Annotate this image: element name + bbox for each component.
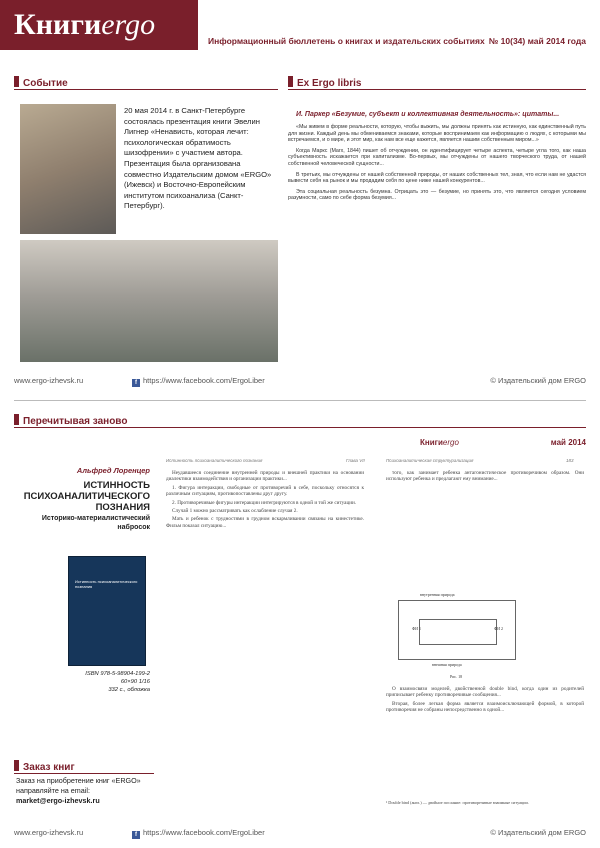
text-paragraph: 2. Противоречивые фигуры интеракции интегрируются в одной и той же ситуации. [172,499,357,506]
left-page-text [166,470,364,818]
book-isbn: ISBN 978-5-98904-199-2 [85,671,150,677]
page2-brand: Книгиergo [420,438,459,447]
exlibris-paragraph: Эта социальная реальность безумна. Отрицать это — безумие, но принять это, что является сегодня условием разумности, само по себе форма безумия... [288,188,586,202]
right-page-text-bottom [386,686,584,794]
footnote: ¹ Double bind (англ.) — двойное послание: противоречивые взаимные ситуации. [386,800,529,805]
text-paragraph: Вторая, более легкая форма является взаимоисключающей формой, в которой противоречия не собраны непосредственно в одной... [386,700,584,714]
book-format: 60×90 1/16 [120,679,150,685]
figure-label-right: ФИ 2 [494,626,504,631]
text-paragraph: 1. Фигура интеракции, свободные от противоречий в себе, поскольку относятся к различным ситуациям, противопоставлены друг другу. [166,484,364,498]
page-header [0,0,600,50]
newsletter-subtitle: Информационный бюллетень о книгах и издательских событиях [208,36,485,46]
facebook-link[interactable]: f https://www.facebook.com/ErgoLiber [132,828,265,839]
site-link[interactable]: www.ergo-izhevsk.ru [14,828,84,837]
right-page-text-top [386,470,584,590]
book-cover [68,556,146,666]
right-page-header: Психоаналитическая структурализация [386,458,474,463]
facebook-link[interactable]: f https://www.facebook.com/ErgoLiber [132,376,265,387]
presentation-photo [20,240,278,362]
publisher: © Издательский дом ERGO [490,828,586,837]
author-photo [20,104,116,234]
publisher: © Издательский дом ERGO [490,376,586,385]
diagram-inner-box [419,619,497,645]
exlibris-paragraph: Когда Маркс (Marx, 1844) пишет об отчуждении, он идентифицирует четыре аспекта, четыре угла того, как наша субъективность искажается при капитализме. Во-первых, мы отчуждены от нашего творческого труда, от нашей собственной человеческой сущности... [288,147,586,167]
facebook-icon: f [132,379,140,387]
text-paragraph: того, как занимает ребенка антагонистическое противоречивом образом. Они используют ребенка и предлагают ему внимание... [386,470,584,483]
exlibris-paragraph: «Мы живем в форме реальности, которую, чтобы выжить, мы должны принять как истинную, как единственный путь для жизни. Каждый день мы обмениваемся знаками, которые воспринимаем как информацию о людях, с которыми мы встречаемся, и о мире, и этот мир, как нам все еще кажется, является нашим собственным миром...» [288,124,586,144]
section-event-title: Событие [14,76,278,90]
text-paragraph: О взаимосвязи моделей, двойственной double bind, когда один из родителей приписывает ребенку противоречивые сообщения... [386,686,584,699]
book-title: ИСТИННОСТЬ ПСИХОАНАЛИТИЧЕСКОГО ПОЗНАНИЯ [23,480,150,513]
figure-label-top: внутренняя природа [420,592,455,597]
book-subtitle: Историко-материалистический набросок [41,515,150,531]
section-reread-title: Перечитывая заново [14,414,586,428]
order-info [16,776,156,805]
right-page-number: 183 [566,458,574,463]
order-email[interactable]: market@ergo-izhevsk.ru [16,795,100,805]
figure-label-bottom: внешняя природа [432,662,462,667]
exlibris-title: И. Паркер «Безумие, субъект и коллективная деятельность»: цитаты... [296,111,560,118]
book-author: Альфред Лоренцер [76,466,150,475]
figure-label-left: ФИ 1 [412,626,422,631]
exlibris-body [288,124,586,206]
book-pages: 332 с., обложка [108,687,150,693]
left-page-header: Истинность психоаналитического познания [166,458,263,463]
footer-top [14,376,586,385]
text-paragraph: Неудавшееся соединение внутренней природы и внешней практики на основании диалектики взаимодействия и организации практики... [166,470,364,483]
text-paragraph: Случай 1 можно рассматривать как ослабление случая 2. [172,508,298,515]
figure-caption: Рис. 18 [450,674,463,679]
text-paragraph: Мать и ребенок с трудностями в грудном вскармливании связаны на кинестетике. Фильм показал ситуацию... [166,516,364,529]
divider [14,400,586,401]
book-cover-text: Истинность психоаналитического познания [75,579,138,589]
event-text: 20 мая 2014 г. в Санкт-Петербурге состоялась презентация книги Эвелин Лигнер «Ненависть, которая лечит: психологическая обратимость шизофрении» с участием автора. Презентация была организована совместно Издательским домом «ERGO» (Ижевск) и Восточно-Европейским институтом психоанализа (Санкт-Петербург). [124,106,272,211]
page2-date: май 2014 [550,438,586,447]
exlibris-paragraph: В третьих, мы отчуждены от нашей собственной природы, от наших собственных тел, зная, что если нам не удастся вывести себя на рынок и мы продадим себя по цене ниже нашей конкурентов... [288,171,586,185]
section-order-title: Заказ книг [14,760,154,774]
left-page-number: Глава VII [346,458,365,463]
order-text: Заказ на приобретение книг «ERGO» направляйте на email: [16,776,141,795]
logo: Книгиergo [0,0,198,50]
book-meta [34,670,150,694]
footer-bottom [14,828,586,837]
facebook-icon: f [132,831,140,839]
issue-number: № 10(34) май 2014 года [488,36,586,46]
site-link[interactable]: www.ergo-izhevsk.ru [14,376,84,385]
section-exlibris-title: Ex Ergo libris [288,76,586,90]
